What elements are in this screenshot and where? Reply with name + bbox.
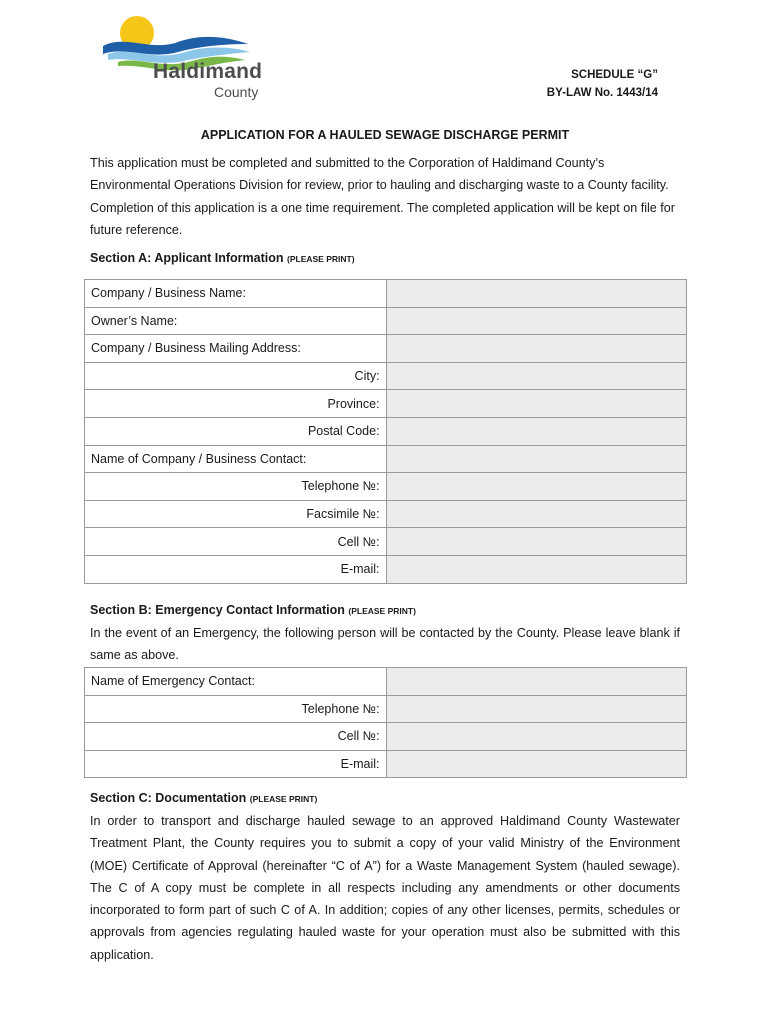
city-input[interactable] — [386, 362, 686, 390]
table-row — [85, 307, 687, 335]
business-contact-label: Name of Company / Business Contact: — [85, 445, 387, 473]
schedule-label: SCHEDULE “G” — [571, 69, 658, 81]
email-input[interactable] — [386, 555, 686, 583]
company-name-input[interactable] — [386, 280, 686, 308]
emergency-contact-input[interactable] — [386, 668, 686, 696]
section-a-heading — [90, 251, 355, 265]
emergency-contact-label: Name of Emergency Contact: — [85, 668, 387, 696]
emergency-contact-table — [84, 667, 687, 778]
section-c-note: (PLEASE PRINT) — [249, 794, 318, 804]
section-b-paragraph: In the event of an Emergency, the following person will be contacted by the County. Please leave blank if same as above. — [90, 626, 680, 663]
table-row — [85, 445, 687, 473]
facsimile-input[interactable] — [386, 500, 686, 528]
table-row — [85, 750, 687, 778]
table-row — [85, 390, 687, 418]
cell-input[interactable] — [386, 528, 686, 556]
city-label: City: — [85, 362, 387, 390]
section-b-note: (PLEASE PRINT) — [348, 606, 416, 616]
emergency-email-input[interactable] — [386, 750, 686, 778]
table-row — [85, 280, 687, 308]
section-c-paragraph: In order to transport and discharge hauled sewage to an approved Haldimand County Wastewater Treatment Plant, the County requires you to submit a copy of your valid Ministry of the Environment (MOE) Certificate of Approval (hereinafter “C of A”) for a Waste Management System (hauled sewage). The C of A copy must be complete in all respects including any amendments or other documents incorporated to form part of such C of A. In addition; copies of any other licenses, permits, schedules or approvals from agencies regulating hauled waste for your operation must also be submitted with this application. — [90, 814, 680, 962]
section-c-title: Section C: Documentation — [90, 791, 247, 805]
postal-code-label: Postal Code: — [85, 417, 387, 445]
table-row — [85, 362, 687, 390]
table-row — [85, 473, 687, 501]
table-row — [85, 417, 687, 445]
section-b-heading — [90, 603, 416, 617]
telephone-input[interactable] — [386, 473, 686, 501]
section-a-note: (PLEASE PRINT) — [287, 254, 355, 264]
business-contact-input[interactable] — [386, 445, 686, 473]
page-title: APPLICATION FOR A HAULED SEWAGE DISCHARGE PERMIT — [200, 128, 570, 142]
province-input[interactable] — [386, 390, 686, 418]
facsimile-label: Facsimile №: — [85, 500, 387, 528]
province-label: Province: — [85, 390, 387, 418]
schedule-block — [547, 66, 658, 102]
table-row — [85, 335, 687, 363]
postal-code-input[interactable] — [386, 417, 686, 445]
table-row — [85, 555, 687, 583]
table-row — [85, 723, 687, 751]
bylaw-label: BY-LAW No. 1443/14 — [546, 87, 658, 99]
owner-name-input[interactable] — [386, 307, 686, 335]
emergency-cell-input[interactable] — [386, 723, 686, 751]
emergency-email-label: E-mail: — [85, 750, 387, 778]
email-label: E-mail: — [85, 555, 387, 583]
table-row — [85, 500, 687, 528]
owner-name-label: Owner’s Name: — [85, 307, 387, 335]
emergency-telephone-label: Telephone №: — [85, 695, 387, 723]
section-b-title: Section B: Emergency Contact Information — [90, 603, 345, 617]
emergency-telephone-input[interactable] — [386, 695, 686, 723]
logo-name-line2: County — [214, 84, 259, 100]
mailing-address-label: Company / Business Mailing Address: — [85, 335, 387, 363]
table-row — [85, 668, 687, 696]
section-a-title: Section A: Applicant Information — [90, 251, 284, 265]
cell-label: Cell №: — [85, 528, 387, 556]
emergency-cell-label: Cell №: — [85, 723, 387, 751]
table-row — [85, 528, 687, 556]
applicant-info-table — [84, 279, 687, 584]
mailing-address-input[interactable] — [386, 335, 686, 363]
telephone-label: Telephone №: — [85, 473, 387, 501]
table-row — [85, 695, 687, 723]
logo-name-line1: Haldimand — [153, 60, 263, 83]
intro-paragraph: This application must be completed and submitted to the Corporation of Haldimand County’s Environmental Operations Division for review, prior to hauling and discharging waste to a County facility. Completion of this application is a one time requirement. The completed application will be kept on file for future reference. — [90, 156, 675, 237]
company-name-label: Company / Business Name: — [85, 280, 387, 308]
section-c-heading — [90, 791, 317, 805]
